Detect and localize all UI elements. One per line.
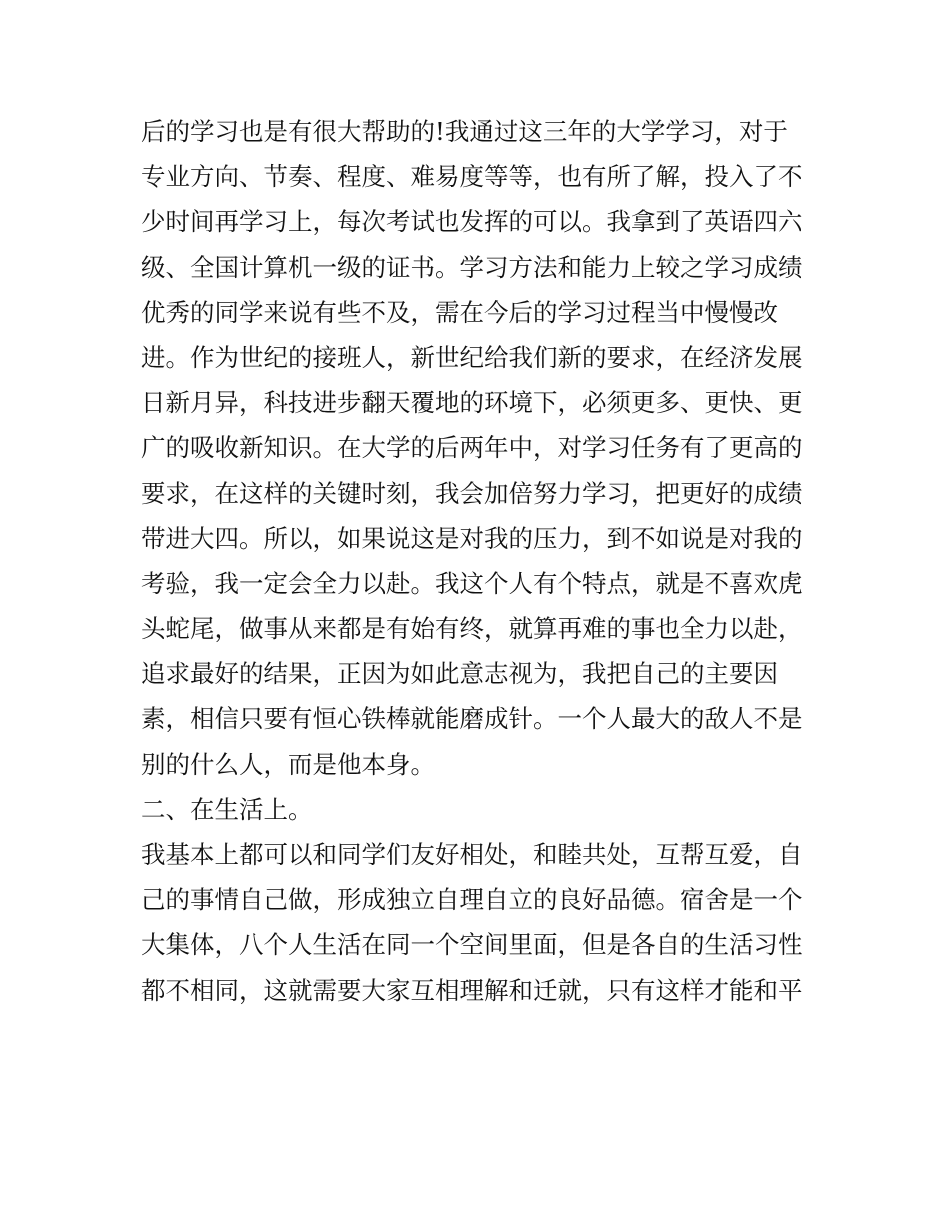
text-line: 头蛇尾，做事从来都是有始有终，就算再难的事也全力以赴， [141, 614, 803, 644]
text-line: 要求，在这样的关键时刻，我会加倍努力学习，把更好的成绩 [141, 478, 803, 508]
text-line: 级、全国计算机一级的证书。学习方法和能力上较之学习成绩 [141, 252, 803, 282]
text-line: 都不相同，这就需要大家互相理解和迁就，只有这样才能和平 [141, 975, 803, 1005]
text-line: 别的什么人，而是他本身。 [141, 749, 435, 779]
text-line: 专业方向、节奏、程度、难易度等等，也有所了解，投入了不 [141, 162, 803, 192]
text-line: 素，相信只要有恒心铁棒就能磨成针。一个人最大的敌人不是 [141, 704, 803, 734]
text-line: 带进大四。所以，如果说这是对我的压力，到不如说是对我的 [141, 523, 803, 553]
section-heading: 二、在生活上。 [141, 794, 313, 824]
text-line: 追求最好的结果，正因为如此意志视为，我把自己的主要因 [141, 659, 778, 689]
text-line: 我基本上都可以和同学们友好相处，和睦共处，互帮互爱，自 [141, 840, 803, 869]
text-line: 日新月异，科技进步翻天覆地的环境下，必须更多、更快、更 [141, 388, 803, 418]
text-line: 广的吸收新知识。在大学的后两年中，对学习任务有了更高的 [141, 433, 803, 463]
text-line: 考验，我一定会全力以赴。我这个人有个特点，就是不喜欢虎 [141, 568, 803, 598]
text-line: 少时间再学习上，每次考试也发挥的可以。我拿到了英语四六 [141, 207, 803, 237]
text-line: 大集体，八个人生活在同一个空间里面，但是各自的生活习性 [141, 930, 803, 960]
text-line: 后的学习也是有很大帮助的!我通过这三年的大学学习，对于 [141, 117, 788, 146]
text-line: 优秀的同学来说有些不及，需在今后的学习过程当中慢慢改 [141, 297, 778, 327]
text-line: 进。作为世纪的接班人，新世纪给我们新的要求，在经济发展 [141, 342, 803, 372]
text-line: 己的事情自己做，形成独立自理自立的良好品德。宿舍是一个 [141, 885, 803, 915]
body-text [141, 109, 821, 1013]
